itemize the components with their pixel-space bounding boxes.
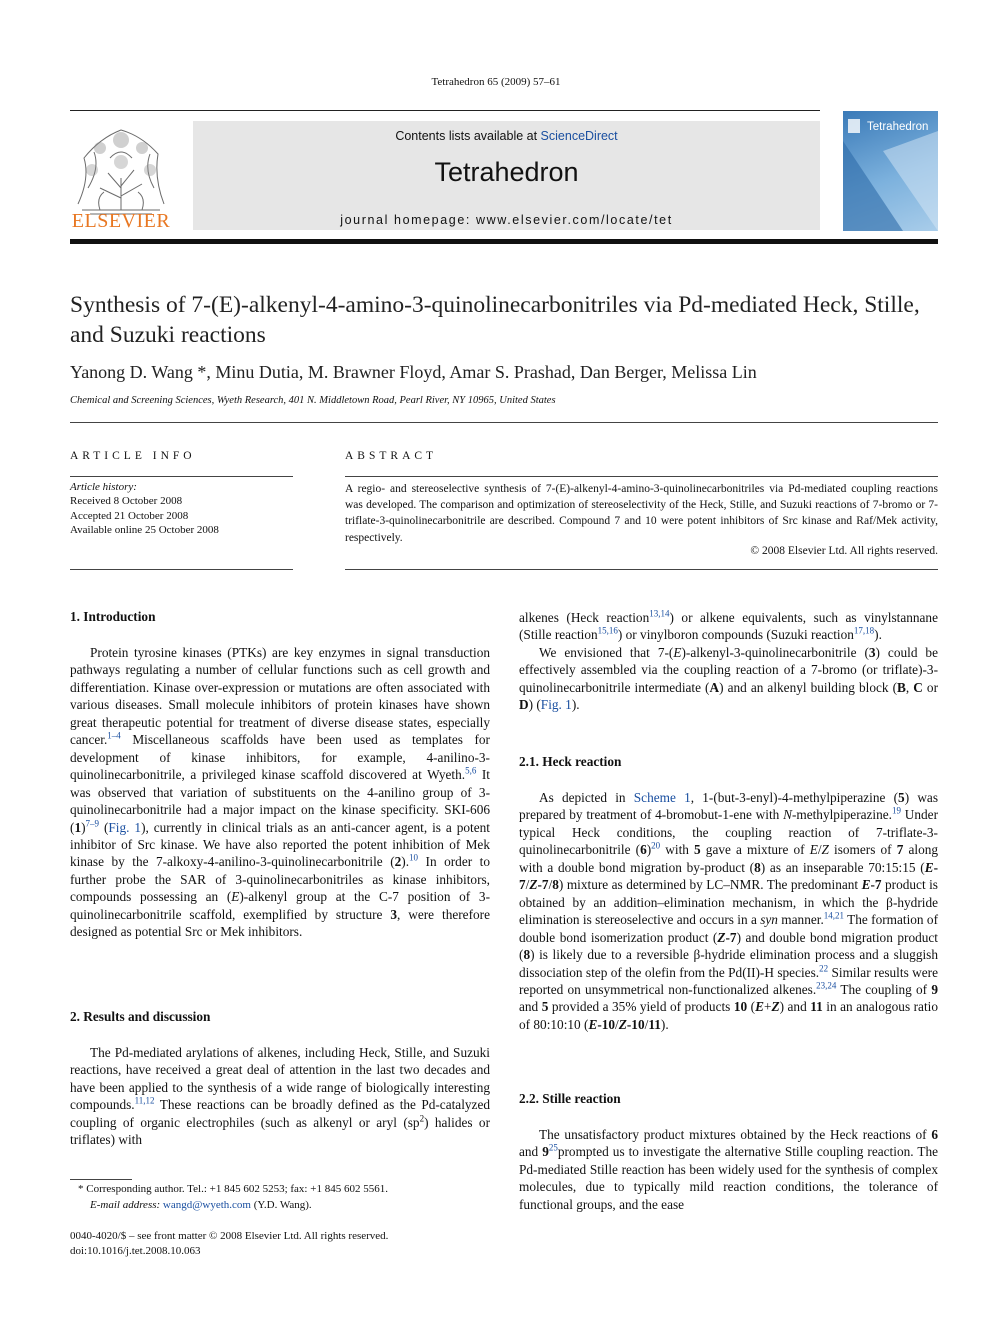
abstract-heading: ABSTRACT: [345, 450, 438, 462]
publisher-wordmark: ELSEVIER: [71, 210, 171, 232]
section-heading-stille: 2.2. Stille reaction: [519, 1091, 621, 1106]
paper-title: Synthesis of 7-(E)-alkenyl-4-amino-3-quinolinecarbonitriles via Pd-mediated Heck, Stille, and Suzuki reactions: [70, 292, 920, 348]
sciencedirect-link[interactable]: ScienceDirect: [540, 129, 618, 143]
doi-line[interactable]: doi:10.1016/j.tet.2008.10.063: [70, 1244, 201, 1257]
heck-text: As depicted in Scheme 1, 1-(but-3-enyl)-4-methylpiperazine (5) was prepared by treatment of 4-bromobut-1-ene with N-methylpiperazine.$^{19}$ Under typical Heck conditions, the coupling reaction of 7-triflate-3-quinolinecarbonitrile $(6)^{20}$ with 5 gave a mixture of E/Z isomers of 7 along with a double bond migration by-product (8) as an inseparable 70:15:15 (E-7/Z-7/8) mixture as determined by LC–NMR. The predominant E-7 product is obtained by an addition–elimination mechanism, in which the β-hydride elimination is stereoselective and occurs in a syn manner.$^{14,21}$ The formation of double bond isomerization product (Z-7) and double bond migration product (8) is likely due to a reversible β-hydride elimination process and a sluggish dissociation step of the olefin from the Pd(II)-H species.$^{22}$ Similar results were reported on unsymmetrical non-functionalized alkenes.$^{23,24}$ The coupling of 9 and 5 provided a 35% yield of products 10 (E+Z) and 11 in an analogous ratio of 80:10:10 (E-10/Z-10/11).: [519, 790, 939, 1032]
divider: [345, 476, 938, 477]
abstract-text: A regio- and stereoselective synthesis of 7-(E)-alkenyl-4-amino-3-quinolinecarbonitriles via Pd-mediated coupling reactions was developed. The comparison and optimization of stereoselectivity of the Heck, Stille, and Suzuki reactions of 7-bromo or 7-triflate-3-quinolinecarbonitrile are described. Compound 7 and 10 were potent inhibitors of Src kinase and Raf/Mek activity, respectively.: [345, 483, 938, 544]
author-list: Yanong D. Wang *, Minu Dutia, M. Brawner Floyd, Amar S. Prashad, Dan Berger, Melissa Lin: [70, 362, 757, 382]
history-label: Article history:: [70, 481, 137, 493]
section-heading-heck: 2.1. Heck reaction: [519, 754, 622, 769]
received-date: Received 8 October 2008: [70, 495, 183, 508]
article-history: [70, 480, 293, 537]
issn-line: 0040-4020/$ – see front matter © 2008 Elsevier Ltd. All rights reserved.: [70, 1230, 389, 1242]
affiliation: Chemical and Screening Sciences, Wyeth Research, 401 N. Middletown Road, Pearl River, NY 10965, United States: [70, 395, 556, 406]
email-label: E-mail address:: [90, 1198, 161, 1211]
journal-title: Tetrahedron: [434, 157, 579, 187]
results-text-continued: alkenes (Heck reaction$^{13,14}$) or alkene equivalents, such as vinylstannane (Stille reaction$^{15,16}$) or vinylboron compounds (Suzuki reaction$^{17,18}$). We envisioned that 7-(E)-alkenyl-3-quinolinecarbonitrile (3) could be effectively assembled via the coupling reaction of a 7-bromo (or triflate)-3-quinolinecarbonitrile intermediate (A) and an alkenyl building block (B, C or D) (Fig. 1).: [519, 608, 938, 713]
divider: [70, 476, 293, 477]
header-rule: [70, 239, 938, 244]
front-matter: [70, 1229, 388, 1258]
introduction-text: Protein tyrosine kinases (PTKs) are key enzymes in signal transduction pathways regulating a number of cellular functions such as cell growth and differentiation. Kinase over-expression or mutations are often associated with various diseases. Small molecule inhibitors of protein kinases have shown great therapeutic potential for treatment of diverse disease states, especially cancer.$^{1-4}$ Miscellaneous scaffolds have been used as templates for development of kinase inhibitors, for example, 4-anilino-3-quinolinecarbonitrile, a privileged kinase scaffold discovered at Wyeth.$^{5,6}$ It was observed that variation of substituents on the 4-anilino group of 3-quinolinecarbonitrile had a major impact on the kinase specificity. SKI-606 $(1)^{7-9}$ (Fig. 1), currently in clinical trials as an anti-cancer agent, is a potent inhibitor of Src kinase. We have also reported the potent inhibition of Mek kinase by the 7-alkoxy-4-anilino-3-quinolinecarbonitrile (2).$^{10}$ In order to further probe the SAR of 3-quinolinecarbonitriles as kinase inhibitors, compounds possessing an (E)-alkenyl group at the C-7 position of 3-quinolinecarbonitrile scaffold, exemplified by structure 3, were therefore designed as potential Src or Mek inhibitors.: [70, 645, 490, 940]
online-date: Available online 25 October 2008: [70, 523, 219, 536]
section-heading-introduction: 1. Introduction: [70, 609, 156, 624]
email-link[interactable]: wangd@wyeth.com: [162, 1198, 251, 1211]
article-info-heading: ARTICLE INFO: [70, 450, 196, 462]
abstract-copyright: © 2008 Elsevier Ltd. All rights reserved.: [750, 545, 938, 557]
journal-reference: Tetrahedron 65 (2009) 57–61: [431, 76, 561, 88]
stille-text: The unsatisfactory product mixtures obtained by the Heck reactions of 6 and $9^{25}prompted$ us to investigate the alternative Stille coupling reaction. The Pd-mediated Stille reaction has been widely used for the synthesis of complex molecules, due to typically mild reaction conditions, the tolerance of functional groups, and the ease: [519, 1127, 938, 1212]
divider: [70, 110, 820, 111]
divider: [70, 422, 938, 423]
journal-masthead: [193, 121, 820, 230]
journal-homepage[interactable]: journal homepage: www.elsevier.com/locate/tet: [340, 213, 673, 227]
cover-title: Tetrahedron: [867, 121, 929, 133]
footnote: [70, 1182, 490, 1213]
email-suffix: (Y.D. Wang).: [250, 1198, 312, 1211]
contents-prefix: Contents lists available at: [395, 129, 541, 143]
divider: [70, 569, 293, 570]
section-heading-results: 2. Results and discussion: [70, 1009, 211, 1024]
corresponding-author: * Corresponding author. Tel.: +1 845 602 5253; fax: +1 845 602 5561.: [78, 1183, 388, 1195]
divider: [345, 569, 938, 570]
footnote-rule: [70, 1179, 132, 1180]
accepted-date: Accepted 21 October 2008: [70, 509, 189, 522]
journal-cover: [843, 111, 938, 231]
results-text: The Pd-mediated arylations of alkenes, including Heck, Stille, and Suzuki reactions, have received a great deal of attention in the last two decades and have been applied to the synthesis of a wide range of biologically interesting compounds.$^{11,12}$ These reactions can be broadly defined as the Pd-catalyzed coupling of organic electrophiles (such as alkenyl or aryl $(sp^2)$ halides or triflates) with: [70, 1045, 490, 1148]
contents-line: [193, 129, 820, 143]
